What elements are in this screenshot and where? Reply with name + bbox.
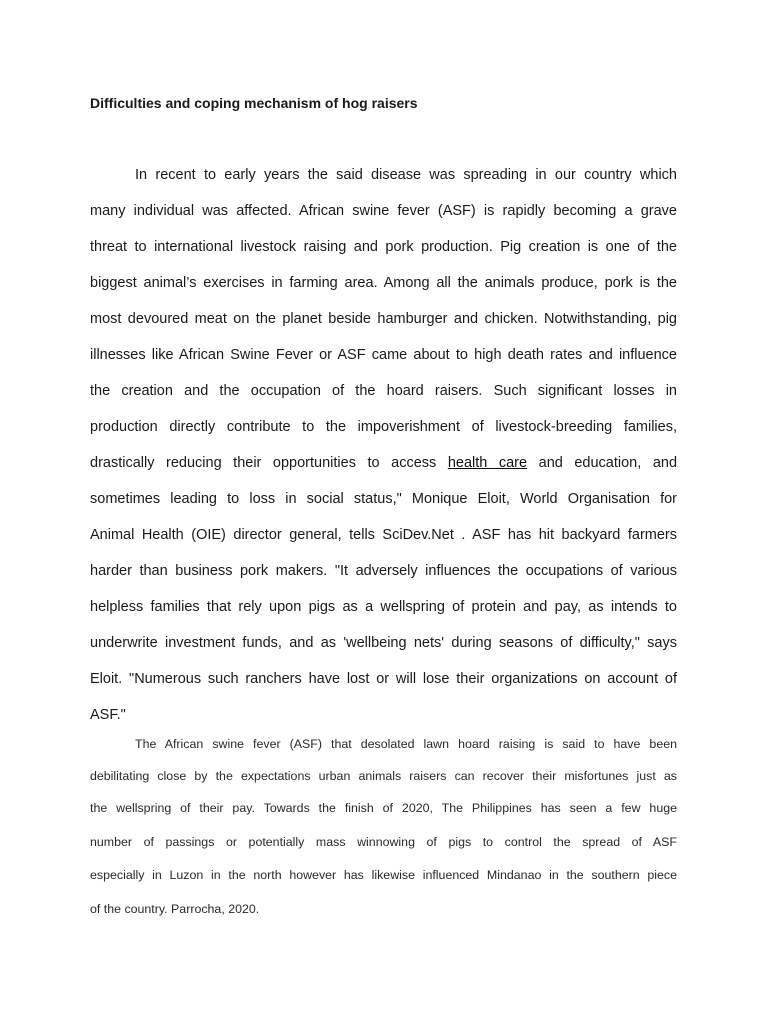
paragraph-1-line: biggest animal’s exercises in farming area. Among all the animals produce, pork is the (90, 275, 677, 291)
paragraph-2-line: of the country. Parrocha, 2020. (90, 902, 260, 916)
paragraph-1-line: sometimes leading to loss in social status," Monique Eloit, World Organisation for (90, 491, 677, 507)
paragraph-1-text: and education, and (538, 455, 678, 471)
paragraph-1-line: harder than business pork makers. "It adversely influences the occupations of various (90, 563, 677, 579)
paragraph-1-line: Animal Health (OIE) director general, tells SciDev.Net . ASF has hit backyard farmers (90, 527, 677, 543)
paragraph-1-line: helpless families that rely upon pigs as a wellspring of protein and pay, as intends to (90, 599, 677, 615)
paragraph-2-line: the wellspring of their pay. Towards the finish of 2020, The Philippines has seen a few huge (90, 801, 677, 815)
paragraph-1-line: underwrite investment funds, and as 'wellbeing nets' during seasons of difficulty," says (90, 635, 677, 651)
paragraph-1-line: In recent to early years the said disease was spreading in our country which (135, 167, 677, 183)
paragraph-1-line: the creation and the occupation of the hoard raisers. Such significant losses in (90, 383, 677, 399)
paragraph-1-line-with-link (90, 454, 677, 472)
health-care-link[interactable]: health care (447, 455, 528, 471)
document-title: Difficulties and coping mechanism of hog raisers (90, 95, 418, 111)
paragraph-1-line: most devoured meat on the planet beside hamburger and chicken. Notwithstanding, pig (90, 311, 677, 327)
document-page (90, 0, 677, 1024)
paragraph-1-text: drastically reducing their opportunities to access (90, 455, 437, 471)
paragraph-2-line: especially in Luzon in the north however has likewise influenced Mindanao in the southern piece (90, 868, 677, 882)
paragraph-1-line: illnesses like African Swine Fever or ASF came about to high death rates and influence (90, 347, 677, 363)
paragraph-1-line: Eloit. "Numerous such ranchers have lost or will lose their organizations on account of (90, 671, 677, 687)
paragraph-2-line: number of passings or potentially mass winnowing of pigs to control the spread of ASF (90, 835, 677, 849)
paragraph-1-line: ASF." (90, 707, 126, 723)
paragraph-2-line: debilitating close by the expectations urban animals raisers can recover their misfortunes just as (90, 769, 677, 783)
paragraph-2-line: The African swine fever (ASF) that desolated lawn hoard raising is said to have been (135, 737, 677, 751)
paragraph-1-line: production directly contribute to the impoverishment of livestock-breeding families, (90, 419, 677, 435)
paragraph-1-line: many individual was affected. African swine fever (ASF) is rapidly becoming a grave (90, 203, 677, 219)
paragraph-1-line: threat to international livestock raising and pork production. Pig creation is one of the (90, 239, 677, 255)
